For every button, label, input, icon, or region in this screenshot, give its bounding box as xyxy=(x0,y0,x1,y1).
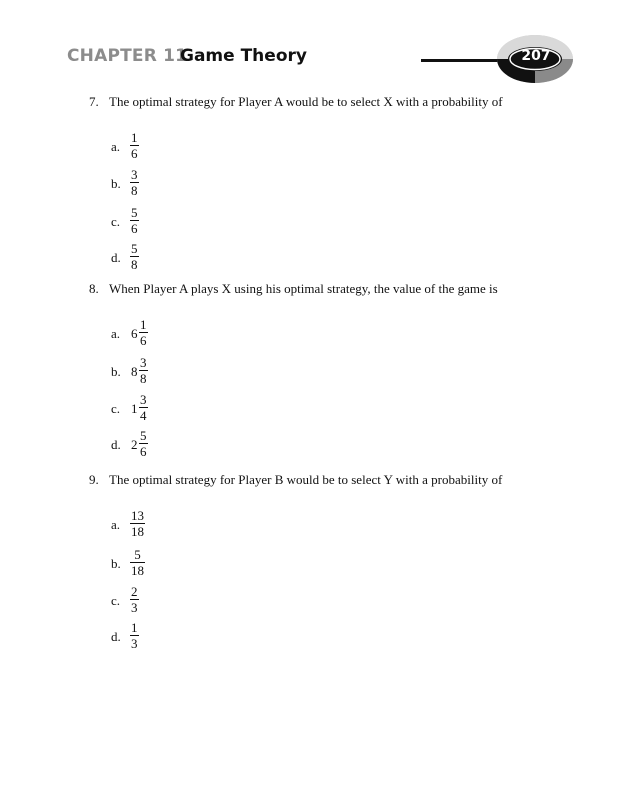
numerator: 1 xyxy=(140,317,147,332)
option-fraction xyxy=(139,428,148,460)
denominator: 4 xyxy=(140,408,147,423)
question-text: When Player A plays X using his optimal strategy, the value of the game is xyxy=(109,281,498,296)
denominator: 18 xyxy=(131,524,144,539)
denominator: 8 xyxy=(131,183,138,198)
question-9 xyxy=(89,472,509,488)
option-letter: a. xyxy=(111,326,121,341)
option-fraction xyxy=(130,508,145,540)
whole-number: 1 xyxy=(131,401,138,416)
denominator: 6 xyxy=(140,333,147,348)
option-letter: c. xyxy=(111,401,121,416)
numerator: 5 xyxy=(131,241,138,256)
whole-number: 8 xyxy=(131,364,138,379)
denominator: 8 xyxy=(131,257,138,272)
numerator: 13 xyxy=(131,508,144,523)
question-8 xyxy=(89,281,509,297)
whole-number: 2 xyxy=(131,437,138,452)
numerator: 5 xyxy=(140,428,147,443)
chapter-label: CHAPTER 11 xyxy=(67,46,188,66)
numerator: 5 xyxy=(134,547,141,562)
option-letter: a. xyxy=(111,517,121,532)
numerator: 3 xyxy=(140,355,147,370)
numerator: 5 xyxy=(131,205,138,220)
option-letter: b. xyxy=(111,364,121,379)
option-fraction xyxy=(139,317,148,349)
option-letter: b. xyxy=(111,176,121,191)
option-fraction xyxy=(139,392,148,424)
denominator: 6 xyxy=(140,444,147,459)
option-fraction xyxy=(130,241,139,273)
option-letter: d. xyxy=(111,437,121,452)
denominator: 8 xyxy=(140,371,147,386)
option-letter: c. xyxy=(111,214,121,229)
option-letter: d. xyxy=(111,629,121,644)
option-letter: b. xyxy=(111,556,121,571)
page-number: 207 xyxy=(521,48,551,64)
option-letter: a. xyxy=(111,139,121,154)
option-letter: c. xyxy=(111,593,121,608)
numerator: 2 xyxy=(131,584,138,599)
denominator: 18 xyxy=(131,563,144,578)
option-fraction xyxy=(130,205,139,237)
option-fraction xyxy=(130,547,145,579)
page-header xyxy=(0,0,635,90)
question-number: 7. xyxy=(89,94,99,109)
whole-number: 6 xyxy=(131,326,138,341)
option-letter: d. xyxy=(111,250,121,265)
option-fraction xyxy=(139,355,148,387)
option-fraction xyxy=(130,584,139,616)
option-fraction xyxy=(130,167,139,199)
numerator: 3 xyxy=(131,167,138,182)
denominator: 3 xyxy=(131,600,138,615)
numerator: 1 xyxy=(131,620,138,635)
denominator: 6 xyxy=(131,221,138,236)
question-number: 8. xyxy=(89,281,99,296)
question-number: 9. xyxy=(89,472,99,487)
question-text: The optimal strategy for Player A would be to select X with a probability of xyxy=(109,94,503,109)
option-fraction xyxy=(130,130,139,162)
question-text: The optimal strategy for Player B would be to select Y with a probability of xyxy=(109,472,503,487)
numerator: 3 xyxy=(140,392,147,407)
denominator: 3 xyxy=(131,636,138,651)
numerator: 1 xyxy=(131,130,138,145)
question-7 xyxy=(89,94,509,110)
option-fraction xyxy=(130,620,139,652)
denominator: 6 xyxy=(131,146,138,161)
chapter-title: Game Theory xyxy=(180,46,307,66)
